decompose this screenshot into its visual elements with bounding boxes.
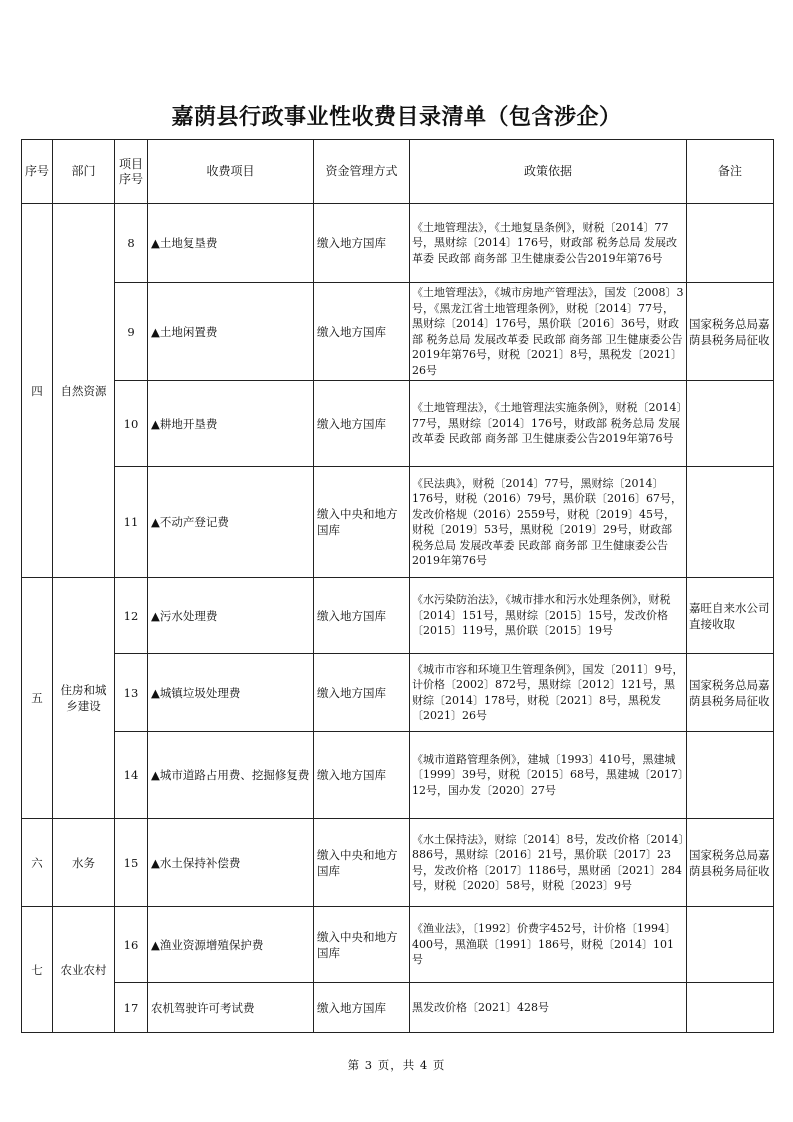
remark: 国家税务总局嘉荫县税务局征收: [687, 283, 774, 381]
remark: [687, 467, 774, 578]
header-dept: 部门: [53, 140, 115, 204]
remark: 国家税务总局嘉荫县税务局征收: [687, 819, 774, 907]
group-seq: 六: [22, 819, 53, 907]
table-row: [22, 654, 774, 732]
group-seq: 五: [22, 578, 53, 819]
table-row: [22, 983, 774, 1033]
policy-basis: 《民法典》，财税〔2014〕77号，黑财综〔2014〕176号，财税（2016）79号，黑价联〔2016〕67号，发改价格规（2016）2559号，财税〔2019〕45号，财税〔2019〕53号，黑财税〔2019〕29号，财政部 税务总局 发展改革委 民政部 商务部 卫生健康委公告2019年第76号: [410, 467, 687, 578]
table-row: [22, 578, 774, 654]
item-seq: 15: [115, 819, 148, 907]
remark: [687, 983, 774, 1033]
header-item-seq: 项目序号: [115, 140, 148, 204]
item-name: ▲城镇垃圾处理费: [148, 654, 314, 732]
table-header-row: [22, 140, 774, 204]
table-row: [22, 732, 774, 819]
fund-method: 缴入地方国库: [314, 578, 410, 654]
fund-method: 缴入地方国库: [314, 732, 410, 819]
group-dept: 自然资源: [53, 204, 115, 578]
item-name: ▲渔业资源增殖保护费: [148, 907, 314, 983]
group-seq: 四: [22, 204, 53, 578]
item-name: ▲污水处理费: [148, 578, 314, 654]
fund-method: 缴入中央和地方国库: [314, 907, 410, 983]
group-dept: 水务: [53, 819, 115, 907]
fee-catalog-table: [21, 139, 774, 1033]
policy-basis: 《城市道路管理条例》，建城〔1993〕410号，黑建城〔1999〕39号，财税〔2015〕68号，黑建城〔2017〕12号，国办发〔2020〕27号: [410, 732, 687, 819]
table-row: [22, 204, 774, 283]
item-name: ▲不动产登记费: [148, 467, 314, 578]
fund-method: 缴入中央和地方国库: [314, 819, 410, 907]
header-item: 收费项目: [148, 140, 314, 204]
group-seq: 七: [22, 907, 53, 1033]
table-row: [22, 381, 774, 467]
item-name: ▲土地闲置费: [148, 283, 314, 381]
table-row: [22, 907, 774, 983]
policy-basis: 《土地管理法》，《土地复垦条例》，财税〔2014〕77号，黑财综〔2014〕176号，财政部 税务总局 发展改革委 民政部 商务部 卫生健康委公告2019年第76号: [410, 204, 687, 283]
fund-method: 缴入中央和地方国库: [314, 467, 410, 578]
table-row: [22, 283, 774, 381]
item-name: 农机驾驶许可考试费: [148, 983, 314, 1033]
policy-basis: 《土地管理法》，《土地管理法实施条例》，财税〔2014〕77号，黑财综〔2014〕176号，财政部 税务总局 发展改革委 民政部 商务部 卫生健康委公告2019年第76号: [410, 381, 687, 467]
item-seq: 9: [115, 283, 148, 381]
item-seq: 8: [115, 204, 148, 283]
item-name: ▲耕地开垦费: [148, 381, 314, 467]
group-dept: 住房和城乡建设: [53, 578, 115, 819]
policy-basis: 《水土保持法》，财综〔2014〕8号，发改价格〔2014〕886号，黑财综〔2016〕21号，黑价联〔2017〕23号，发改价格〔2017〕1186号，黑财函〔2021〕284号，财税〔2020〕58号，财税〔2023〕9号: [410, 819, 687, 907]
fund-method: 缴入地方国库: [314, 204, 410, 283]
policy-basis: 《渔业法》，〔1992〕价费字452号，计价格〔1994〕400号，黑渔联〔1991〕186号，财税〔2014〕101号: [410, 907, 687, 983]
item-name: ▲城市道路占用费、挖掘修复费: [148, 732, 314, 819]
item-name: ▲水土保持补偿费: [148, 819, 314, 907]
header-policy: 政策依据: [410, 140, 687, 204]
item-seq: 10: [115, 381, 148, 467]
remark: 国家税务总局嘉荫县税务局征收: [687, 654, 774, 732]
remark: [687, 204, 774, 283]
item-seq: 11: [115, 467, 148, 578]
page-number: 第 3 页，共 4 页: [347, 1058, 446, 1072]
table-row: [22, 467, 774, 578]
header-fund: 资金管理方式: [314, 140, 410, 204]
fund-method: 缴入地方国库: [314, 983, 410, 1033]
item-name: ▲土地复垦费: [148, 204, 314, 283]
item-seq: 16: [115, 907, 148, 983]
item-seq: 17: [115, 983, 148, 1033]
policy-basis: 黑发改价格〔2021〕428号: [410, 983, 687, 1033]
group-dept: 农业农村: [53, 907, 115, 1033]
fund-method: 缴入地方国库: [314, 654, 410, 732]
remark: [687, 732, 774, 819]
remark: [687, 381, 774, 467]
policy-basis: 《土地管理法》，《城市房地产管理法》，国发〔2008〕3号，《黑龙江省土地管理条例》，财税〔2014〕77号，黑财综〔2014〕176号，黑价联〔2016〕36号，财政部 税务总局 发展改革委 民政部 商务部 卫生健康委公告2019年第76号，财税〔2021〕8号，黑税发〔2021〕26号: [410, 283, 687, 381]
item-seq: 14: [115, 732, 148, 819]
header-remark: 备注: [687, 140, 774, 204]
remark: 嘉旺自来水公司直接收取: [687, 578, 774, 654]
policy-basis: 《城市市容和环境卫生管理条例》，国发〔2011〕9号，计价格〔2002〕872号，黑财综〔2012〕121号，黑财综〔2014〕178号，财税〔2021〕8号，黑税发〔2021〕26号: [410, 654, 687, 732]
policy-basis: 《水污染防治法》，《城市排水和污水处理条例》，财税〔2014〕151号，黑财综〔2015〕15号，发改价格〔2015〕119号，黑价联〔2015〕19号: [410, 578, 687, 654]
table-row: [22, 819, 774, 907]
item-seq: 12: [115, 578, 148, 654]
document-title: 嘉荫县行政事业性收费目录清单（包含涉企）: [171, 104, 622, 130]
item-seq: 13: [115, 654, 148, 732]
fund-method: 缴入地方国库: [314, 283, 410, 381]
fund-method: 缴入地方国库: [314, 381, 410, 467]
header-seq: 序号: [22, 140, 53, 204]
remark: [687, 907, 774, 983]
